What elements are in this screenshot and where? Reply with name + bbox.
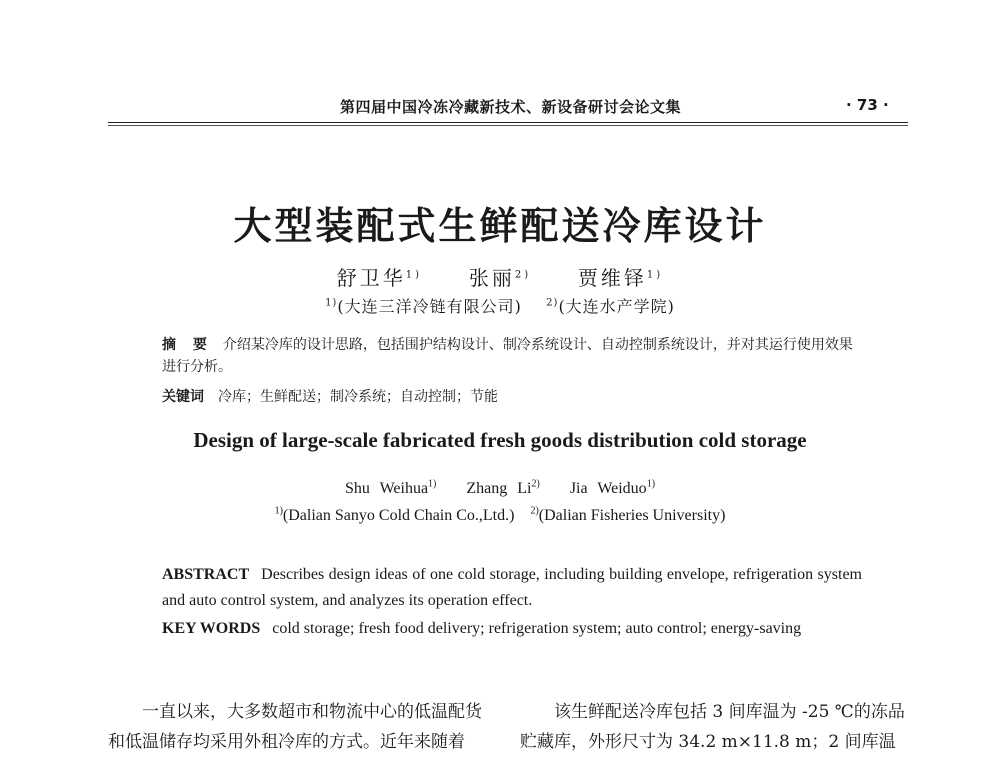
english-keywords <box>162 616 862 642</box>
abstract-label: 摘 要 <box>162 337 213 353</box>
keywords-label: 关键词 <box>162 389 204 405</box>
affil-mark: 1) <box>274 505 283 517</box>
author-mark: 1) <box>646 478 656 490</box>
author-name: 贾维铎 <box>577 266 647 290</box>
affil-mark: 2) <box>530 505 539 517</box>
body-right-column: 该生鲜配送冷库包括 3 间库温为 -25 ℃的冻品贮藏库，外形尺寸为 34.2 m×11.8 m；2 间库温 <box>520 702 905 752</box>
english-affiliations <box>0 507 1000 525</box>
header-rule <box>108 122 908 123</box>
page-number: · 73 · <box>846 96 889 114</box>
author-name: Zhang Li <box>466 480 532 497</box>
affiliation: (大连水产学院) <box>558 297 675 316</box>
author-name: 舒卫华 <box>336 266 406 290</box>
english-title: Design of large-scale fabricated fresh goods distribution cold storage <box>193 428 807 452</box>
author-mark: 2) <box>531 478 540 490</box>
chinese-keywords <box>162 386 498 406</box>
chinese-abstract <box>162 334 862 378</box>
affil-mark: 1) <box>325 297 338 309</box>
abstract-text: Describes design ideas of one cold storage, including building envelope, refrigeration system and auto control system, and analyzes its operation effect. <box>162 566 862 609</box>
abstract-label: ABSTRACT <box>162 566 250 583</box>
body-left-column: 一直以来，大多数超市和物流中心的低温配货和低温储存均采用外租冷库的方式。近年来随着 <box>108 702 482 752</box>
header-rule-thin <box>108 125 908 126</box>
chinese-affiliations <box>0 294 1000 317</box>
english-abstract <box>162 562 862 614</box>
abstract-text: 介绍某冷库的设计思路，包括围护结构设计、制冷系统设计、自动控制系统设计，并对其运行使用效果进行分析。 <box>162 337 853 375</box>
affiliation: (Dalian Fisheries University) <box>538 507 726 524</box>
running-head: 第四届中国冷冻冷藏新技术、新设备研讨会论文集 <box>340 98 682 116</box>
english-authors <box>0 480 1000 498</box>
author-name: Jia Weiduo <box>569 480 647 497</box>
keywords-label: KEY WORDS <box>162 620 261 637</box>
author-name: Shu Weihua <box>344 480 429 497</box>
author-mark: 1) <box>405 269 423 281</box>
affiliation: (Dalian Sanyo Cold Chain Co.,Ltd.) <box>282 507 515 524</box>
author-mark: 1) <box>646 269 664 281</box>
author-name: 张丽 <box>468 266 515 290</box>
affil-mark: 2) <box>546 297 559 309</box>
author-mark: 2) <box>514 269 532 281</box>
affiliation: (大连三洋冷链有限公司) <box>337 297 522 316</box>
chinese-authors <box>0 262 1000 291</box>
chinese-title: 大型装配式生鲜配送冷库设计 <box>233 204 767 248</box>
keywords-text: 冷库；生鲜配送；制冷系统；自动控制；节能 <box>218 389 498 405</box>
author-mark: 1) <box>428 478 437 490</box>
keywords-text: cold storage; fresh food delivery; refrigeration system; auto control; energy-saving <box>272 620 802 637</box>
